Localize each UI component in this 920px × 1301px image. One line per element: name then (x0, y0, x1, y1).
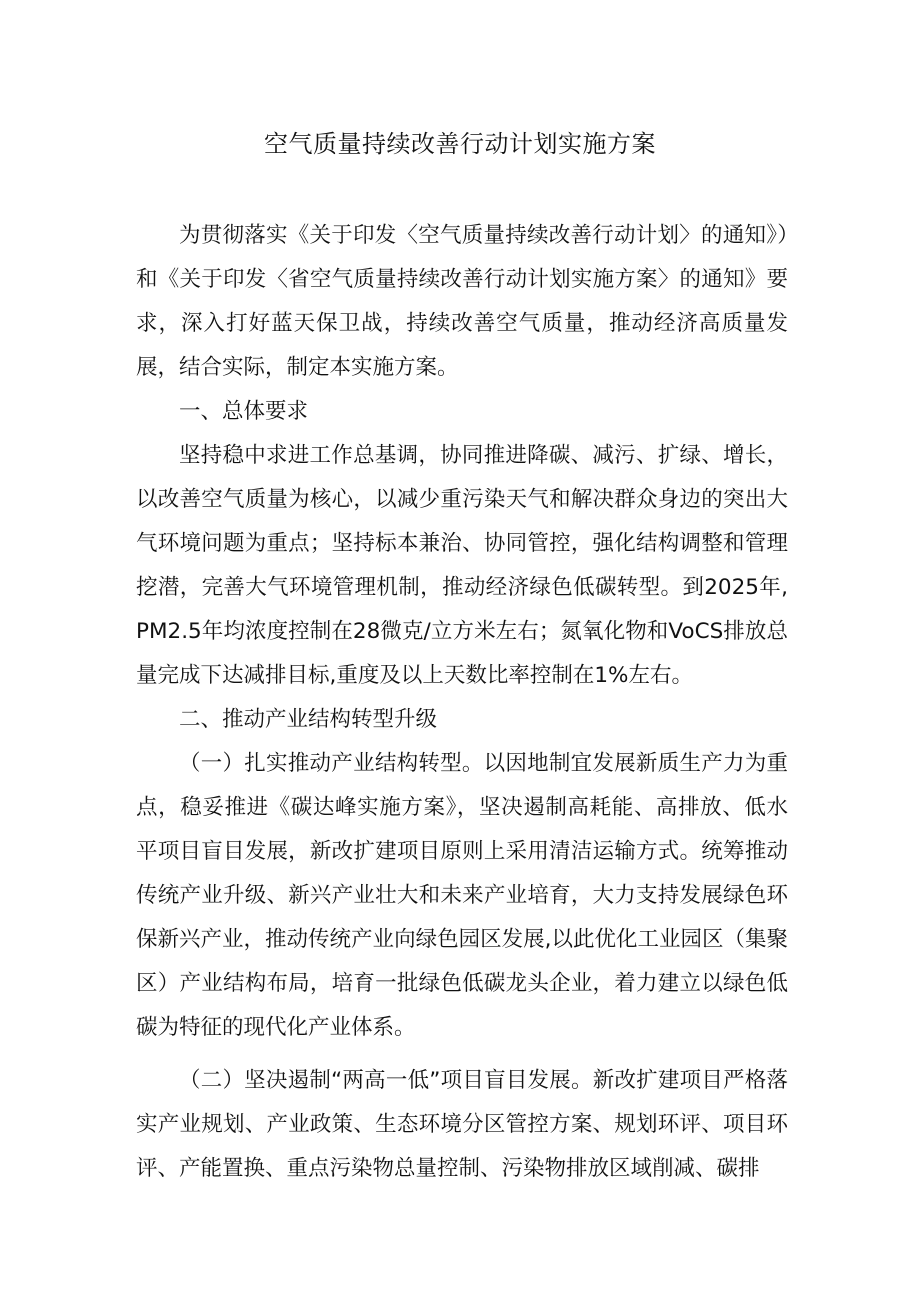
industrial-structure-paragraph-1: （一）扎实推动产业结构转型。以因地制宜发展新质生产力为重点，稳妥推进《碳达峰实施方案》，坚决遏制高耗能、高排放、低水平项目盲目发展，新改扩建项目原则上采用清洁运输方式。统筹推动传统产业升级、新兴产业壮大和未来产业培育，大力支持发展绿色环保新兴产业，推动传统产业向绿色园区发展,以此优化工业园区（集聚区）产业结构布局，培育一批绿色低碳龙头企业，着力建立以绿色低碳为特征的现代化产业体系。 (136, 751, 788, 1040)
intro-paragraph: 为贯彻落实《关于印发〈空气质量持续改善行动计划〉的通知》）和《关于印发〈省空气质量持续改善行动计划实施方案〉的通知》要求，深入打好蓝天保卫战，持续改善空气质量，推动经济高质量发展，结合实际，制定本实施方案。 (136, 223, 788, 380)
section-heading-industrial-structure: 二、推动产业结构转型升级 (179, 707, 438, 732)
industrial-structure-paragraph-2: （二）坚决遏制“两高一低”项目盲目发展。新改扩建项目严格落实产业规划、产业政策、生态环境分区管控方案、规划环评、项目环评、产能置换、重点污染物总量控制、污染物排放区域削减、碳排 (136, 1068, 788, 1181)
document-title: 空气质量持续改善行动计划实施方案 (264, 130, 656, 158)
section-heading-general-requirements: 一、总体要求 (179, 399, 309, 424)
general-requirements-paragraph: 坚持稳中求进工作总基调，协同推进降碳、减污、扩绿、增长，以改善空气质量为核心，以减少重污染天气和解决群众身边的突出大气环境问题为重点；坚持标本兼治、协同管控，强化结构调整和管理挖潜，完善大气环境管理机制，推动经济绿色低碳转型。到2025年,PM2.5年均浓度控制在28微克/立方米左右；氮氧化物和VoCS排放总量完成下达减排目标,重度及以上天数比率控制在1%左右。 (136, 443, 788, 688)
document-body (136, 214, 788, 1191)
